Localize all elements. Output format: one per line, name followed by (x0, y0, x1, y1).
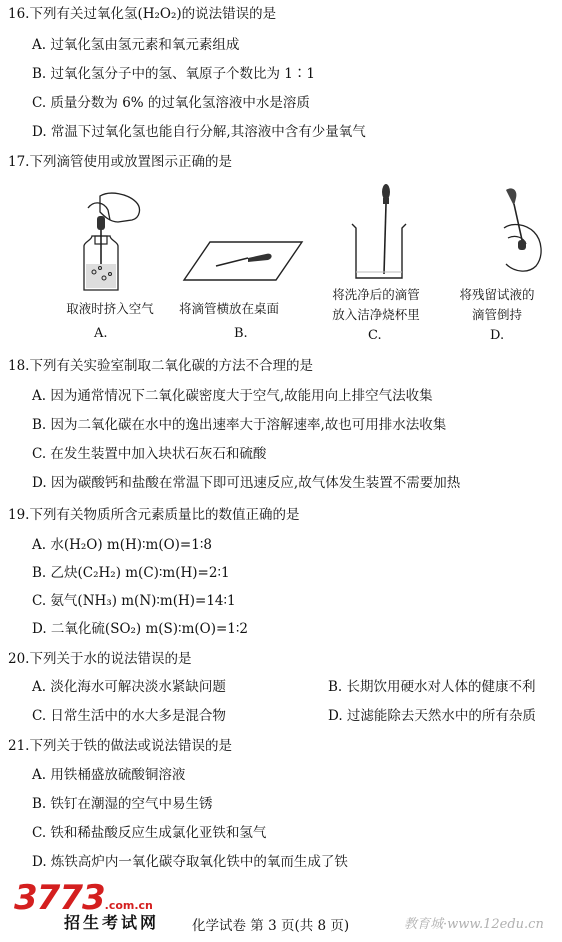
figure-d-dropper-inverted (486, 182, 548, 278)
figure-c-label: C. (368, 328, 382, 343)
q20-option-a: A. 淡化海水可解决淡水紧缺问题 (32, 679, 226, 695)
q18-option-b: B. 因为二氧化碳在水中的逸出速率大于溶解速率,故也可用排水法收集 (32, 417, 447, 433)
q21-option-a: A. 用铁桶盛放硫酸铜溶液 (32, 767, 186, 783)
q21-stem: 21.下列关于铁的做法或说法错误的是 (8, 738, 232, 754)
figure-a-caption: 取液时挤入空气 (66, 301, 154, 316)
figure-b-dropper-on-table (182, 236, 304, 284)
q18-option-d: D. 因为碳酸钙和盐酸在常温下即可迅速反应,故气体发生装置不需要加热 (32, 475, 461, 491)
q19-option-b: B. 乙炔(C₂H₂) m(C)∶m(H)=2∶1 (32, 565, 230, 581)
q21-option-b: B. 铁钉在潮湿的空气中易生锈 (32, 796, 213, 812)
page-footer: 化学试卷 第 3 页(共 8 页) (192, 918, 350, 934)
q16-stem: 16.下列有关过氧化氢(H₂O₂)的说法错误的是 (8, 6, 277, 22)
q16-option-c: C. 质量分数为 6% 的过氧化氢溶液中水是溶质 (32, 95, 310, 111)
figure-d-caption-line-1: 将残留试液的 (459, 287, 535, 302)
q19-option-a: A. 水(H₂O) m(H)∶m(O)=1∶8 (32, 537, 212, 553)
q18-option-a: A. 因为通常情况下二氧化碳密度大于空气,故能用向上排空气法收集 (32, 388, 433, 404)
figure-c-dropper-in-beaker (340, 182, 410, 282)
q17-stem: 17.下列滴管使用或放置图示正确的是 (8, 154, 232, 170)
q19-option-c: C. 氨气(NH₃) m(N)∶m(H)=14∶1 (32, 593, 236, 609)
figure-a-dropper-squeeze (70, 186, 160, 294)
figure-c-caption-line-1: 将洗净后的滴管 (332, 287, 420, 302)
q19-option-d: D. 二氧化硫(SO₂) m(S)∶m(O)=1∶2 (32, 621, 248, 637)
logo-domain-text: .com.cn (104, 899, 153, 912)
figure-c-caption-line-2: 放入洁净烧杯里 (332, 307, 420, 322)
figure-a-label: A. (94, 326, 108, 341)
q20-option-c: C. 日常生活中的水大多是混合物 (32, 708, 226, 724)
q20-option-d: D. 过滤能除去天然水中的所有杂质 (328, 708, 536, 724)
q20-option-b: B. 长期饮用硬水对人体的健康不利 (328, 679, 536, 695)
figure-d-label: D. (490, 328, 505, 343)
q18-stem: 18.下列有关实验室制取二氧化碳的方法不合理的是 (8, 358, 313, 374)
q16-option-b: B. 过氧化氢分子中的氢、氧原子个数比为 1∶1 (32, 66, 315, 82)
watermark: 教育城·www.12edu.cn (404, 917, 544, 932)
q19-stem: 19.下列有关物质所含元素质量比的数值正确的是 (8, 507, 300, 523)
q16-option-d: D. 常温下过氧化氢也能自行分解,其溶液中含有少量氧气 (32, 124, 366, 140)
figure-b-label: B. (234, 326, 248, 341)
q21-option-c: C. 铁和稀盐酸反应生成氯化亚铁和氢气 (32, 825, 267, 841)
figure-d-caption-line-2: 滴管倒持 (471, 307, 522, 322)
q20-stem: 20.下列关于水的说法错误的是 (8, 651, 192, 667)
q21-option-d: D. 炼铁高炉内一氧化碳夺取氧化铁中的氧而生成了铁 (32, 854, 348, 870)
logo-tagline: 招生考试网 (64, 913, 160, 932)
logo-main-text: 3773 (14, 878, 105, 918)
q16-option-a: A. 过氧化氢由氢元素和氧元素组成 (32, 37, 240, 53)
q18-option-c: C. 在发生装置中加入块状石灰石和硫酸 (32, 446, 267, 462)
figure-b-caption: 将滴管横放在桌面 (178, 301, 279, 316)
